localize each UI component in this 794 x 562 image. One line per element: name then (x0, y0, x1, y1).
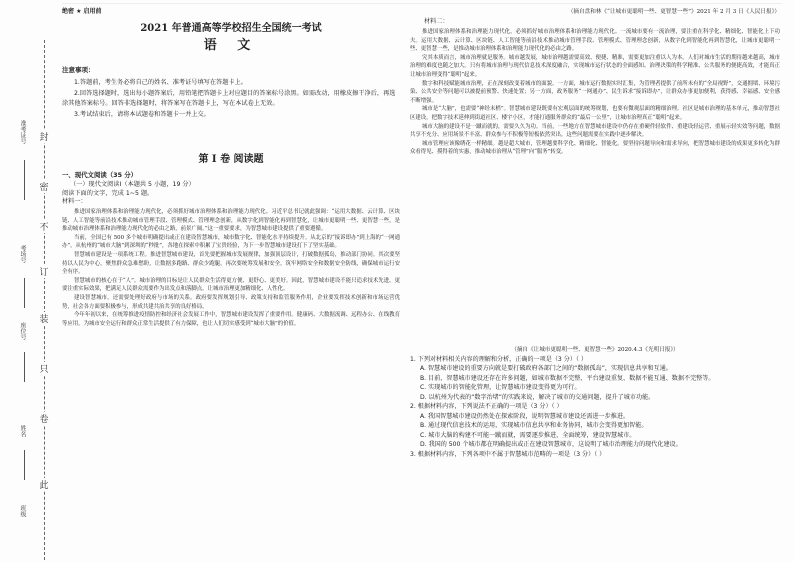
paragraph: 城市是“大脑”，也需要“神经末梢”。智慧城市建设既要有宏观层面的统筹规划，也要有微观层面的精细治理。社区是城市治理的基本单元，推动智慧社区建设，把数字技术延伸到街道社区、楼宇小区，才能打通服务群众的“最后一公里”，让城市治理真正“聪明”起来。 (410, 106, 780, 121)
question-stem: 3. 根据材料内容，下列各项中不属于智慧城市范畴的一项是（3 分）（ ） (410, 450, 606, 458)
question-list (410, 355, 780, 459)
exam-id-label: 准考证号 (19, 120, 26, 144)
option[interactable]: C. 城市大脑的构建不可能一蹴而就，需要逐步推进，全面统筹，建设智慧城市。 (420, 431, 636, 439)
option[interactable]: A. 智慧城市建设的重要方向就是要打破政府各部门之间的“数据孤岛”，实现信息共享和互通。 (420, 365, 672, 373)
paragraph: 数字和科技赋能城市治理，正在深刻改变着城市的面貌。一方面，城市运行数据实时汇集，为管理者提供了前所未有的“全局视野”，交通拥堵、环境污染、公共安全等问题可以被提前预警、快速处置；另一方面，政务服务“一网通办”、民生诉求“接诉即办”，让群众办事更加便利，获得感、幸福感、安全感不断增强。 (410, 80, 780, 104)
paragraph: 城市大脑的建设不是一蹴而就的，需要久久为功。当前，一些地方在智慧城市建设中仍存在重硬件轻软件、重建设轻运营、重展示轻实效等问题，数据共享不充分、应用场景不丰富、群众参与不积极等短板依然突出。这些问题需要在实践中逐步解决。 (410, 123, 780, 139)
room-line[interactable] (24, 278, 25, 308)
material-label: 材料一： (62, 198, 87, 205)
paragraph: 当前，全国已有 500 多个城市明确提出或正在建设智慧城市，城市数字化、智能化水平持续提升。从北京的“接诉即办”到上海的“一网通办”，从杭州的“城市大脑”到深圳的“秒批”，各地在探索中积累了宝贵经验，为下一步智慧城市建设打下了坚实基础。 (62, 234, 400, 250)
section-heading: 一、现代文阅读（35 分） (62, 171, 138, 179)
binding-char: 订 (38, 265, 50, 278)
binding-char: 只 (38, 362, 50, 375)
source-citation: （摘自《让城市更聪明一些、更智慧一些》2020.4.3《光明日报》） (511, 347, 679, 353)
exam-id-line[interactable] (24, 160, 25, 200)
option[interactable]: D. 我国的 500 个城市都在明确提出或正在建设智慧城市，这说明了城市治理能力的现代化建设。 (420, 441, 682, 449)
name-label: 姓名 (19, 425, 26, 437)
question-stem: 1. 下列对材料相关内容的理解和分析，正确的一项是（3 分）（ ） (410, 356, 587, 363)
name-line[interactable] (24, 450, 25, 480)
paragraph: 智慧城市的核心在于“人”。城市治理的目标是让人民群众生活得更方便、更舒心、更美好。因此，智慧城市建设不能只追求技术先进，更要注重实际效果，把满足人民群众需要作为出发点和落脚点，让城市治理更加精细化、人性化。 (62, 277, 400, 293)
part-title: 第 Ⅰ 卷 阅读题 (198, 154, 264, 165)
source-citation: （摘自盘和林《“让城市更聪明一些、更智慧一些”》2021 年 2 月 3 日《人民日报》） (567, 9, 780, 15)
binding-char: 密 (38, 180, 50, 193)
paragraph: 智慧城市建设是一项系统工程。推进智慧城市建设，首先要把握城市发展规律，加强顶层设计，打破数据孤岛，推动部门协同。其次要坚持以人民为中心，聚焦群众急难愁盼，让数据多跑路、群众少跑腿。再次要统筹发展和安全，筑牢网络安全和数据安全防线，确保城市运行安全有序。 (62, 251, 400, 276)
paragraph: 今年年初以来，在统筹推进疫情防控和经济社会发展工作中，智慧城市建设发挥了重要作用。健康码、大数据流调、远程办公、在线教育等应用，为城市安全运行和群众正常生活提供了有力保障，也让人们切实感受到“城市大脑”的价值。 (62, 312, 400, 327)
binding-char: 此 (38, 478, 50, 491)
notes (62, 78, 400, 120)
instruction: 阅读下面的文字，完成 1~5 题。 (62, 190, 154, 197)
binding-char: 装 (38, 312, 50, 325)
material-label: 材料二： (424, 18, 449, 25)
option[interactable]: A. 我国智慧城市建设仍然处在探索阶段，说明智慧城市建设还需进一步推进。 (420, 412, 630, 420)
passage-text (62, 208, 400, 328)
notes-label: 注意事项： (62, 66, 95, 74)
paragraph: 推进国家治理体系和治理能力现代化，必须抓好城市治理体系和治理能力现代化。习近平总书记就此强调：“运用大数据、云计算、区块链、人工智能等前沿技术推动城市管理手段、管理模式、管理理念创新，从数字化到智能化再到智慧化，让城市更聪明一些、更智慧一些，是推动城市治理体系和治理能力现代化的必由之路，前景广阔。”这一重要要求，为智慧城市建设提供了重要遵循。 (62, 209, 400, 233)
seat-label: 座位号 (19, 322, 26, 340)
binding-char: 不 (38, 220, 50, 233)
subsection-heading: （一）现代文阅读Ⅰ（本题共 5 小题，19 分） (70, 181, 195, 188)
subject-title: 语 文 (203, 38, 259, 53)
option[interactable]: B. 目前，智慧城市建设还存在许多问题，如城市数据不完整、平台建设重复、数据不能互通、数据不完整等。 (420, 374, 715, 382)
note-item: 1.答题前，考生务必将自己的姓名、准考证号填写在答题卡上。 (74, 79, 247, 86)
paragraph: 建设智慧城市，还需要处理好政府与市场的关系。政府要发挥规划引导、政策支持和监管服务作用，企业要发挥技术创新和市场运营优势，社会各方面要积极参与，形成共建共治共享的良好格局。 (62, 294, 400, 310)
option[interactable]: B. 通过现代信息技术的运用，实现城市信息共享和业务协同，城市会变得更加智能。 (420, 422, 648, 430)
binding-margin (0, 0, 54, 562)
binding-char: 封 (38, 130, 50, 143)
passage-text (410, 28, 780, 157)
paragraph: 城市管理应该像绣花一样精细。越是超大城市，管理越要科学化、精细化、智能化。要坚持问题导向和需求导向，把智慧城市建设的成果更多转化为群众看得见、摸得着的实惠，推动城市治理从“管理”向“服务”转变。 (410, 140, 780, 156)
question-stem: 2. 根据材料内容，下列说法不正确的一项是（3 分）（ ） (410, 403, 563, 411)
option[interactable]: C. 实现城市的智能化管理，让智慧城市建设变得更为可行。 (420, 384, 581, 392)
note-item: 2.回答选择题时，选出每小题答案后，用铅笔把答题卡上对应题目的答案标号涂黑。如需改动，用橡皮擦干净后，再选涂其他答案标号。回答非选择题时，将答案写在答题卡上，写在本试卷上无效。 (62, 89, 396, 107)
room-label: 考场号 (19, 245, 26, 263)
class-label: 班级 (19, 505, 26, 517)
seat-line[interactable] (24, 352, 25, 382)
paragraph: 推进国家治理体系和治理能力现代化，必须抓好城市治理体系和治理能力现代化。一流城市要有一流治理，要注重在科学化、精细化、智能化上下功夫。运用大数据、云计算、区块链、人工智能等前沿技术推动城市管理手段、管理模式、管理理念创新，从数字化到智能化再到智慧化，让城市更聪明一些、更智慧一些，是推动城市治理体系和治理能力现代化的必由之路。 (410, 29, 780, 53)
option[interactable]: D. 以杭州为代表的“数字治堵”的实践来说，解决了城市的交通问题，提升了城市功能。 (420, 393, 655, 401)
confidential-mark: 绝密 ★ 启用前 (62, 8, 102, 15)
exam-title: 2021 年普通高等学校招生全国统一考试 (140, 23, 322, 34)
note-item: 3.考试结束后，请将本试题卷和答题卡一并上交。 (74, 110, 210, 118)
top-edge (62, 3, 782, 4)
paragraph: 究其本质而言，城市治理就是服务。城市越发展，城市治理越需要高效、便捷、精准，需要更加注重以人为本。人们对城市生活的期待越来越高，城市治理的难度也随之加大。只有将城市治理与现代信息技术深度融合，实现城市运行状态的全面感知、治理决策的科学精准、公共服务的便捷高效，才能真正让城市治理变得“聪明”起来。 (410, 54, 780, 78)
binding-char: 卷 (38, 412, 50, 425)
